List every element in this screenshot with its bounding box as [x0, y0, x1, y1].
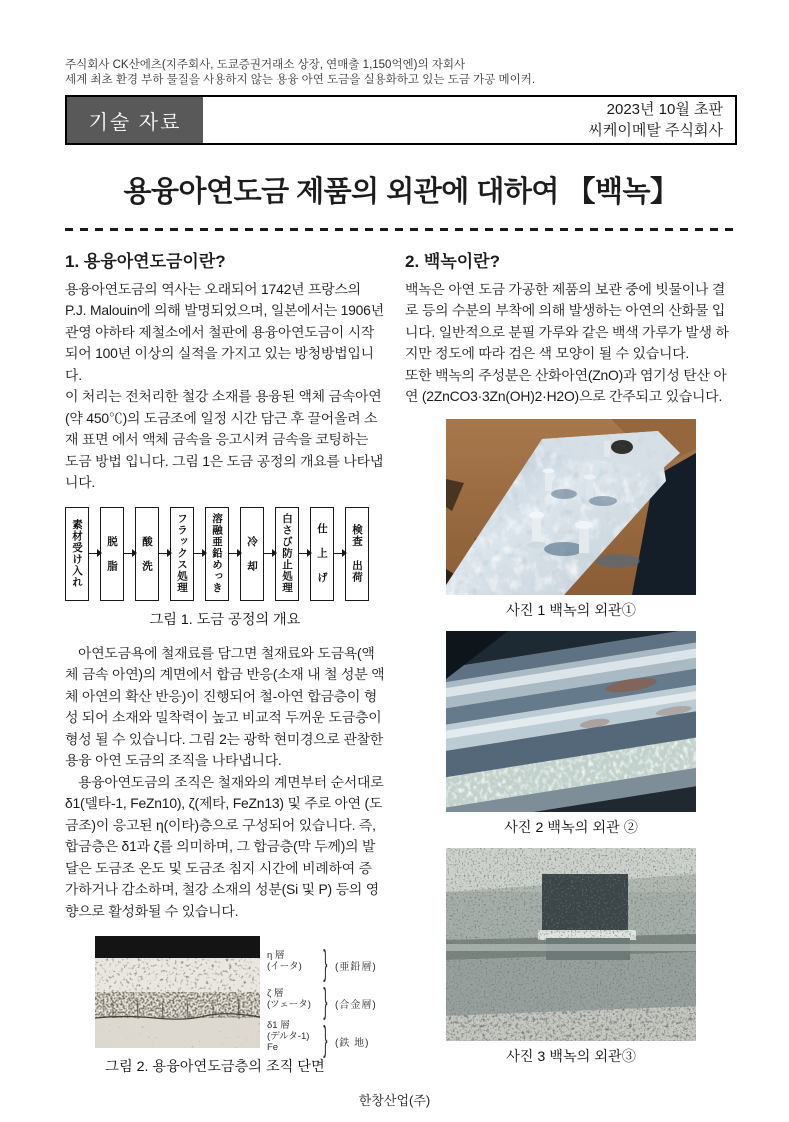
flow-step-white-rust-prevention: 白さび防止処理	[275, 507, 299, 601]
photo-white-rust-2	[446, 631, 696, 812]
two-column-layout	[65, 247, 737, 1083]
group-label-alloy-layer: (合金層)	[335, 1000, 377, 1012]
intro-line-1: 주식회사 CK산에츠(지주회사, 도쿄증권거래소 상장, 연매출 1,150억엔)의 자회사	[65, 59, 466, 71]
section-1-paragraph-1: 용융아연도금의 역사는 오래되어 1742년 프랑스의 P.J. Malouin에 의해 발명되었으며, 일본에서는 1906년 관영 야하타 제철소에서 철판에 용융아연도금이 시작되어 100년 이상의 실적을 가지고 있는 방청방법입니다.	[65, 280, 384, 383]
intro-block	[65, 58, 737, 88]
figure-1-process-flow	[65, 507, 385, 629]
photo-white-rust-1	[446, 419, 696, 595]
arrow-right-icon	[159, 553, 170, 555]
dashed-divider	[65, 228, 737, 231]
flow-step-hot-dip-galvanizing: 溶融亜鉛めっき	[205, 507, 229, 601]
flow-step-inspection-shipping: 検査 出荷	[345, 507, 369, 601]
section-2-paragraph-1: 백녹은 아연 도금 가공한 제품의 보관 중에 빗물이나 결로 등의 수분의 부착에 의해 발생하는 아연의 산화물 입니다. 일반적으로 분필 가루와 같은 백색 가루가 발생 하지만 정도에 따라 검은 색 모양이 될 수 있습니다.	[405, 280, 729, 362]
brace-delta: }	[323, 1018, 328, 1059]
brace-eta: }	[323, 942, 328, 983]
flow-step-degreasing: 脱 脂	[100, 507, 124, 601]
header-box-right	[203, 97, 735, 143]
footer-company: 한창산업(주)	[358, 1093, 431, 1108]
micrograph-image	[95, 936, 260, 1048]
section-1-heading: 1. 용융아연도금이란?	[65, 251, 226, 271]
arrow-right-icon	[124, 553, 135, 555]
photo-figure-2	[446, 631, 696, 837]
photo-3-caption: 사진 3 백녹의 외관③	[506, 1048, 636, 1065]
photo-1-caption: 사진 1 백녹의 외관①	[506, 602, 636, 619]
page-title: 용융아연도금 제품의 외관에 대하여 【백녹】	[123, 176, 679, 208]
section-2-paragraph-2: 또한 백녹의 주성분은 산화아연(ZnO)과 염기성 탄산 아연 (2ZnCO3·3Zn(OH)2·H2O)으로 간주되고 있습니다.	[405, 366, 727, 405]
photo-2-caption: 사진 2 백녹의 외관 ②	[504, 819, 638, 836]
flow-step-finishing: 仕 上 げ	[310, 507, 334, 601]
figure-2-micrograph	[65, 936, 385, 1082]
group-label-iron-base: (鉄 地)	[335, 1038, 370, 1050]
intro-line-2: 세계 최초 환경 부하 물질을 사용하지 않는 용융 아연 도금을 실용화하고 있는 도금 가공 메이커.	[65, 74, 536, 86]
photo-figure-3	[446, 848, 696, 1066]
layer-label-eta: η 層 (イータ)	[267, 950, 302, 973]
photo-figure-1	[446, 419, 696, 620]
layer-label-delta: δ1 層 (デルタ-1) Fe	[267, 1020, 310, 1054]
arrow-right-icon	[299, 553, 310, 555]
flow-step-flux-treatment: フラックス処理	[170, 507, 194, 601]
flow-step-material-receiving: 素材受け入れ	[65, 507, 89, 601]
figure-2-caption: 그림 2. 용융아연도금층의 조직 단면	[105, 1059, 325, 1076]
left-column	[65, 247, 385, 1083]
section-2-heading: 2. 백녹이란?	[405, 251, 500, 271]
arrow-right-icon	[334, 553, 345, 555]
brace-zeta: }	[323, 980, 328, 1021]
arrow-right-icon	[89, 553, 100, 555]
section-1-paragraph-2: 이 처리는 전처리한 철강 소재를 용융된 액체 금속아연 (약 450℃)의 도금조에 일정 시간 담근 후 끌어올려 소재 표면 에서 액체 금속을 응고시켜 금속을 코팅하는 도금 방법 입니다. 그림 1은 도금 공정의 개요를 나타냅니다.	[65, 388, 384, 491]
publisher-company: 씨케이메탈 주식회사	[588, 122, 723, 139]
flow-diagram	[65, 507, 385, 601]
layer-label-zeta: ζ 層 (ツェータ)	[267, 988, 311, 1011]
section-1-paragraph-3: 아연도금욕에 철재료를 담그면 철재료와 도금욕(액체 금속 아연)의 계면에서 합금 반응(소재 내 철 성분 액체 아연의 확산 반응)이 진행되어 철-아연 합금층이 형성 되어 소재와 밀착력이 높고 비교적 두꺼운 도금층이 형성 될 수 있습니다. 그림 2는 광학 현미경으로 관찰한 용융 아연 도금의 조직을 나타냅니다.	[65, 644, 385, 769]
group-label-zinc-layer: (亜鉛層)	[335, 962, 377, 974]
arrow-right-icon	[194, 553, 205, 555]
flow-step-cooling: 冷 却	[240, 507, 264, 601]
arrow-right-icon	[264, 553, 275, 555]
section-1-paragraph-4: 용융아연도금의 조직은 철재와의 계면부터 순서대로 δ1(델타-1, FeZn10), ζ(제타, FeZn13) 및 주로 아연 (도금조)이 응고된 η(이타)층으로 구성되어 있습니다. 즉, 합금층은 δ1과 ζ를 의미하며, 그 합금층(막 두께)의 발달은 도금조 온도 및 도금조 침지 시간에 비례하여 증가하거나 감소하며, 철강 소재의 성분(Si 및 P) 등의 영향으로 활성화될 수 있습니다.	[65, 773, 384, 919]
header-box	[65, 95, 737, 145]
arrow-right-icon	[229, 553, 240, 555]
photo-black-spotted-rust-3	[446, 848, 696, 1041]
flow-step-pickling: 酸 洗	[135, 507, 159, 601]
right-column	[405, 247, 737, 1083]
edition-date: 2023년 10월 초판	[606, 101, 723, 118]
figure-1-caption: 그림 1. 도금 공정의 개요	[149, 611, 301, 628]
doc-type-label: 기술 자료	[67, 97, 203, 143]
